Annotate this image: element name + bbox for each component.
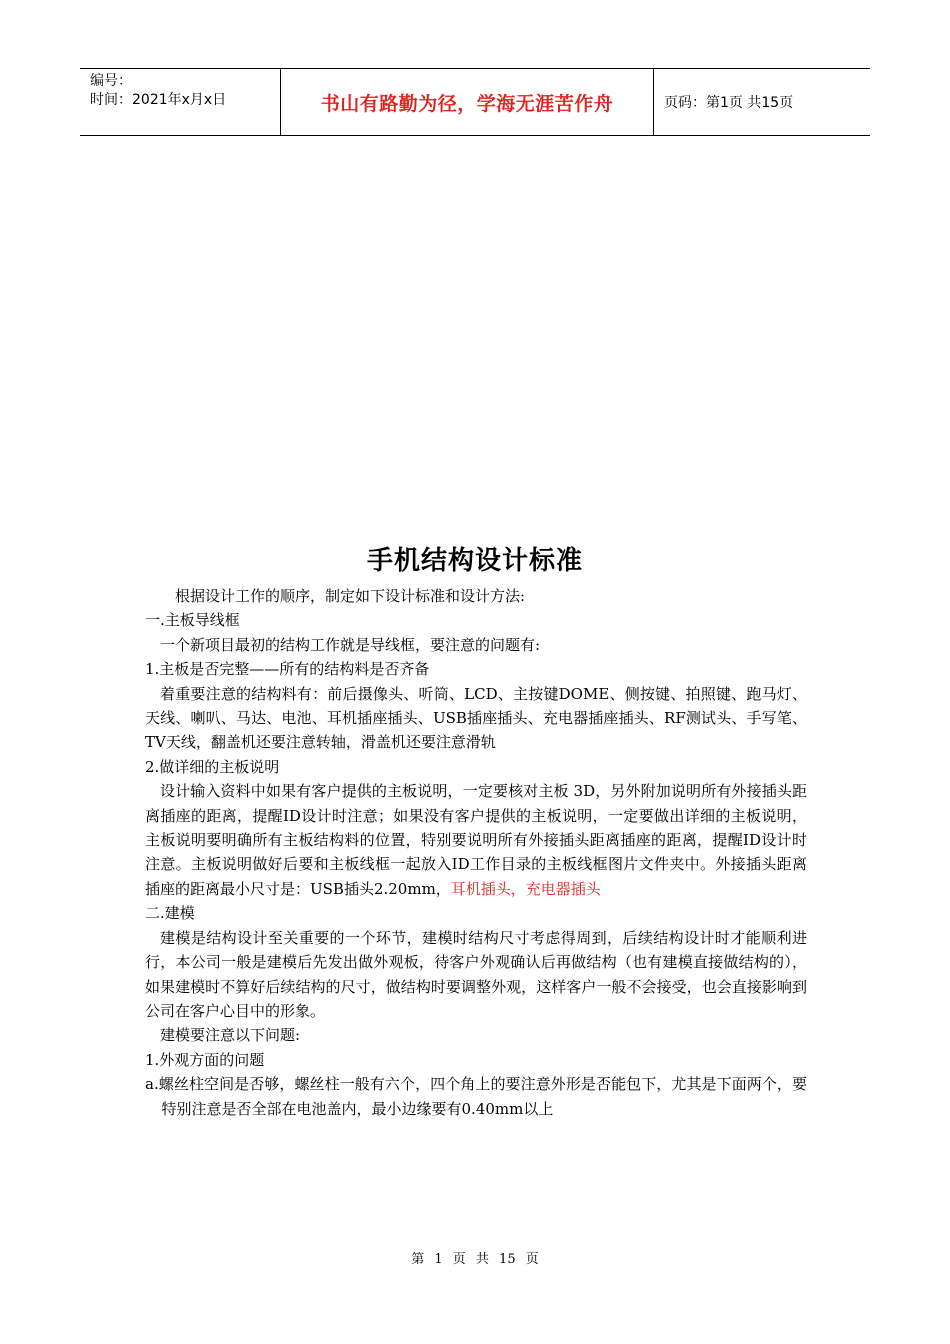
section-1-heading: 一.主板导线框 [145,611,240,630]
document-body [145,584,807,1121]
section-2-item-1: 1.外观方面的问题 [145,1050,265,1069]
header-page-info: 页码：第1页 共15页 [664,95,794,111]
section-1-item-1: 1.主板是否完整——所有的结构料是否齐备 [145,660,430,679]
section-1-item-2-body [145,779,807,901]
item-2-body-highlight: 耳机插头，充电器插头 [450,879,601,898]
time-label: 时间：2021年x月x日 [90,92,227,108]
page-header [80,68,870,136]
document-title: 手机结构设计标准 [366,546,583,576]
section-2-notice: 建模要注意以下问题: [160,1026,301,1045]
section-1-item-2: 2.做详细的主板说明 [145,757,280,776]
header-motto: 书山有路勤为径，学海无涯苦作舟 [281,69,654,135]
intro-paragraph: 根据设计工作的顺序，制定如下设计标准和设计方法: [175,587,526,605]
section-1-intro: 一个新项目最初的结构工作就是导线框，要注意的问题有: [160,635,541,654]
section-2-item-1a: a.螺丝柱空间是否够，螺丝柱一般有六个，四个角上的要注意外形是否能包下，尤其是下面两个，要特别注意是否全部在电池盖内，最小边缘要有0.40mm以上 [145,1075,807,1118]
header-meta-cell [80,69,281,135]
number-label: 编号： [90,73,132,89]
section-1-item-1-body: 着重要注意的结构料有：前后摄像头、听筒、LCD、主按键DOME、侧按键、拍照键、跑马灯、天线、喇叭、马达、电池、耳机插座插头、USB插座插头、充电器插座插头、RF测试头、手写笔、TV天线，翻盖机还要注意转轴，滑盖机还要注意滑轨 [145,684,807,752]
item-2-body-text: 设计输入资料中如果有客户提供的主板说明，一定要核对主板 3D，另外附加说明所有外接插头距离插座的距离，提醒ID设计时注意；如果没有客户提供的主板说明，一定要做出详细的主板说明，主板说明要明确所有主板结构料的位置，特别要说明所有外接插头距离插座的距离，提醒ID设计时注意。主板说明做好后要和主板线框一起放入ID工作目录的主板线框图片文件夹中。外接插头距离插座的距离最小尺寸是：USB插头2.20mm， [145,782,807,898]
section-2-heading: 二.建模 [145,904,195,923]
page-footer: 第 1 页 共 15 页 [411,1252,539,1267]
section-2-body: 建模是结构设计至关重要的一个环节，建模时结构尺寸考虑得周到，后续结构设计时才能顺利进行，本公司一般是建模后先发出做外观板，待客户外观确认后再做结构（也有建模直接做结构的），如果建模时不算好后续结构的尺寸，做结构时要调整外观，这样客户一般不会接受，也会直接影响到公司在客户心目中的形象。 [145,928,807,1020]
